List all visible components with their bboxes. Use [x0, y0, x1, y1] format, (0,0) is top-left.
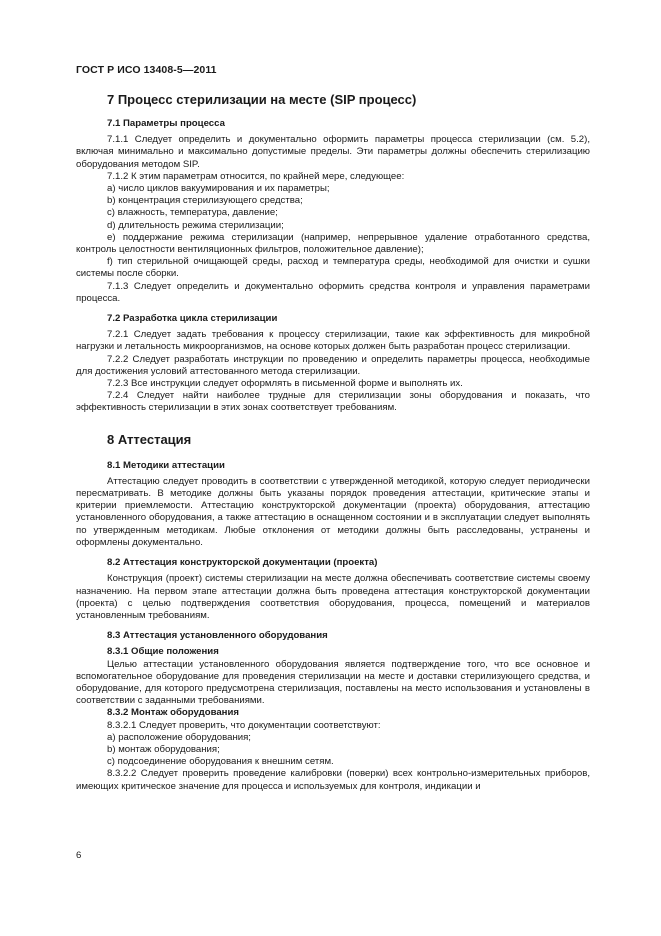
subsection-8-1-title: 8.1 Методики аттестации [107, 459, 225, 471]
list-item-e: e) поддержание режима стерилизации (например, непрерывное удаление отработанного средства, контроль целостности вентиляционных фильтров, положительное давление); [76, 231, 590, 256]
list-item-a: a) расположение оборудования; [107, 731, 251, 743]
list-item-b: b) концентрация стерилизующего средства; [107, 195, 303, 207]
subsection-8-3-2-title: 8.3.2 Монтаж оборудования [107, 707, 239, 719]
section-7-title: 7 Процесс стерилизации на месте (SIP процесс) [107, 92, 417, 107]
subsection-8-2-title: 8.2 Аттестация конструкторской документации (проекта) [107, 557, 378, 569]
paragraph-8-3-1: Целью аттестации установленного оборудования является подтверждение того, что все основное и вспомогательное оборудование для проведения стерилизации на месте и доставки стерилизующего средства, и оборудование, для которого предусмотрена стерилизация, поставлены на место использования и установлены в соответствии с заданными требованиями. [76, 658, 590, 707]
paragraph-8-3-2-2: 8.3.2.2 Следует проверить проведение калибровки (поверки) всех контрольно-измерительных приборов, имеющих критическое значение для процесса и используемых для контроля, индикации и [76, 768, 590, 792]
paragraph-7-2-1: 7.2.1 Следует задать требования к процессу стерилизации, такие как эффективность для микробной нагрузки и летальность микроорганизмов, на основе которых должен быть разработан процесс стерилизации. [76, 329, 590, 353]
paragraph-8-2: Конструкция (проект) системы стерилизации на месте должна обеспечивать соответствие системы своему назначению. На первом этапе аттестации должна быть проведена аттестация конструкторской документации (проекта) с целью подтверждения соответствия оборудования, процесса, помещений и материалов установленным требованиям. [76, 573, 590, 621]
paragraph-7-1-1: 7.1.1 Следует определить и документально оформить параметры процесса стерилизации (см. 5.2), включая минимально и максимально допустимые пределы. Эти параметры должны обеспечить стерилизацию оборудования методом SIP. [76, 134, 590, 170]
list-item-b: b) монтаж оборудования; [107, 743, 220, 755]
paragraph-8-3-2-1: 8.3.2.1 Следует проверить, что документации соответствуют: [107, 719, 381, 731]
list-item-f: f) тип стерильной очищающей среды, расход и температура среды, необходимой для очистки и сушки системы после сборки. [76, 256, 590, 280]
paragraph-7-2-4: 7.2.4 Следует найти наиболее трудные для стерилизации зоны оборудования и показать, что эффективность стерилизации в этих зонах соответствует требованиям. [76, 390, 590, 414]
list-item-c: c) подсоединение оборудования к внешним сетям. [107, 756, 334, 768]
list-item-c: c) влажность, температура, давление; [107, 207, 278, 219]
paragraph-8-1: Аттестацию следует проводить в соответствии с утвержденной методикой, которую следует периодически пересматривать. В методике должны быть указаны порядок проведения аттестации, критические этапы и критерии приемлемости. Аттестацию конструкторской документации (проекта) оборудования, аттестацию установленного оборудования, а также аттестацию в оснащенном состоянии и в эксплуатации следует выполнять по утвержденным методикам. Любые отклонения от методики должны быть расследованы, устранены и оформлены документально. [76, 475, 590, 548]
paragraph-7-2-2: 7.2.2 Следует разработать инструкции по проведению и определить параметры процесса, необходимые для достижения условий аттестованного метода стерилизации. [76, 353, 590, 377]
section-8-title: 8 Аттестация [107, 431, 192, 447]
subsection-8-3-title: 8.3 Аттестация установленного оборудования [107, 630, 328, 642]
subsection-7-1-title: 7.1 Параметры процесса [107, 118, 225, 129]
document-code-header: ГОСТ Р ИСО 13408-5—2011 [76, 64, 217, 76]
paragraph-7-1-3: 7.1.3 Следует определить и документально оформить средства контроля и управления параметрами процесса. [76, 280, 590, 304]
list-item-d: d) длительность режима стерилизации; [107, 219, 284, 231]
subsection-7-2-title: 7.2 Разработка цикла стерилизации [107, 313, 278, 325]
page-number: 6 [76, 850, 82, 861]
list-item-a: a) число циклов вакуумирования и их параметры; [107, 183, 330, 195]
paragraph-7-1-2: 7.1.2 К этим параметрам относится, по крайней мере, следующее: [107, 170, 405, 182]
subsection-8-3-1-title: 8.3.1 Общие положения [107, 646, 219, 658]
page-content [76, 92, 590, 793]
paragraph-7-2-3: 7.2.3 Все инструкции следует оформлять в письменной форме и выполнять их. [107, 378, 463, 390]
